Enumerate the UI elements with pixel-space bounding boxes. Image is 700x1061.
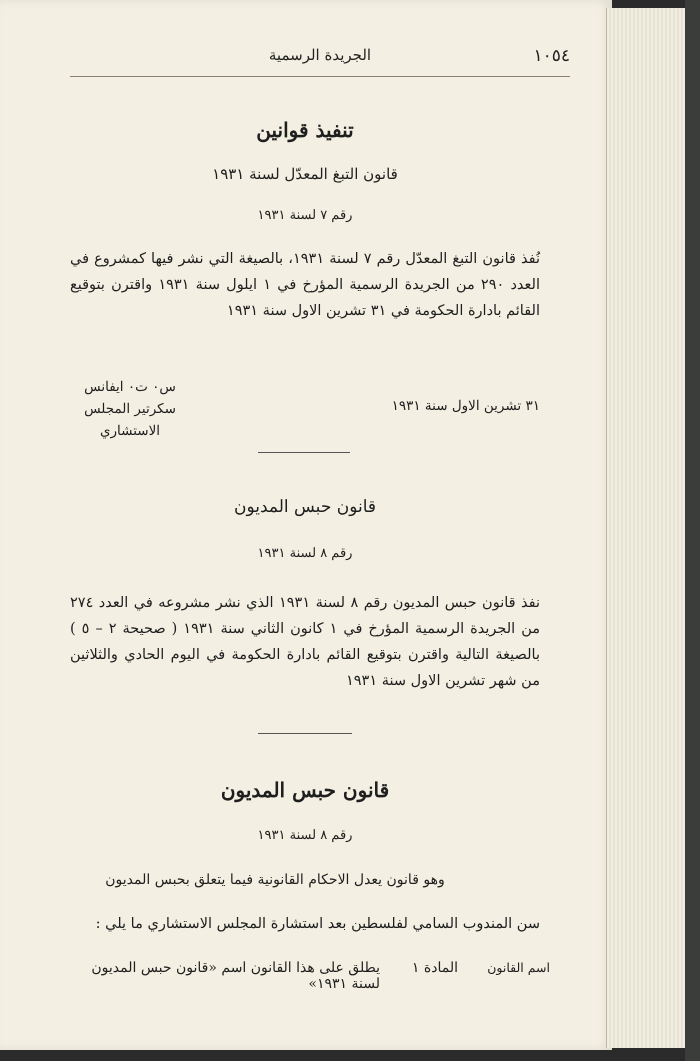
law-number: رقم ٨ لسنة ١٩٣١ bbox=[257, 546, 353, 561]
article-label: المادة ١ bbox=[411, 960, 458, 976]
signature-date: ٣١ تشرين الاول سنة ١٩٣١ bbox=[391, 398, 540, 414]
book-page-edges bbox=[606, 8, 689, 1048]
section-heading: تنفيذ قوانين bbox=[256, 118, 354, 142]
law-description: وهو قانون يعدل الاحكام القانونية فيما يتعلق بحبس المديون bbox=[105, 872, 445, 888]
article-row bbox=[70, 960, 550, 992]
running-title: الجريدة الرسمية bbox=[268, 46, 372, 64]
enactment-clause: سن المندوب السامي لفلسطين بعد استشارة المجلس الاستشاري ما يلي : bbox=[95, 916, 540, 932]
section-divider bbox=[258, 452, 350, 453]
law-title: قانون حبس المديون bbox=[220, 778, 390, 802]
law-paragraph: نُفذ قانون التبغ المعدّل رقم ٧ لسنة ١٩٣١، بالصيغة التي نشر فيها كمشروع في العدد ٢٩٠ من الجريدة الرسمية المؤرخ في ١ ايلول سنة ١٩٣١ واقترن بتوقيع القائم بادارة الحكومة في ٣١ تشرين الاول سنة ١٩٣١ bbox=[70, 251, 540, 319]
signatory bbox=[60, 376, 200, 442]
book-cover bbox=[685, 0, 700, 1061]
page-header bbox=[70, 46, 570, 77]
section-divider bbox=[258, 733, 352, 734]
signature-block bbox=[70, 376, 540, 439]
law-paragraph: نفذ قانون حبس المديون رقم ٨ لسنة ١٩٣١ الذي نشر مشروعه في العدد ٢٧٤ من الجريدة الرسمية المؤرخ في ١ كانون الثاني سنة ١٩٣١ ( صحيحة ٢ – ٥ ) بالصيغة التالية واقترن بتوقيع القائم بادارة الحكومة في اليوم الحادي والثلاثين من شهر تشرين الاول سنة ١٩٣١ bbox=[70, 595, 541, 689]
signatory-title: سكرتير المجلس الاستشاري bbox=[84, 401, 176, 439]
law-number: رقم ٧ لسنة ١٩٣١ bbox=[257, 208, 353, 223]
signatory-name: س٠ ت٠ ايفانس bbox=[84, 379, 176, 395]
law-title: قانون التبغ المعدّل لسنة ١٩٣١ bbox=[212, 165, 398, 183]
law-title: قانون حبس المديون bbox=[233, 497, 377, 517]
article-text: يطلق على هذا القانون اسم «قانون حبس المديون لسنة ١٩٣١» bbox=[91, 960, 380, 992]
margin-note: اسم القانون bbox=[487, 960, 550, 975]
page-number: ١٠٥٤ bbox=[533, 46, 570, 66]
law-number: رقم ٨ لسنة ١٩٣١ bbox=[257, 828, 353, 843]
